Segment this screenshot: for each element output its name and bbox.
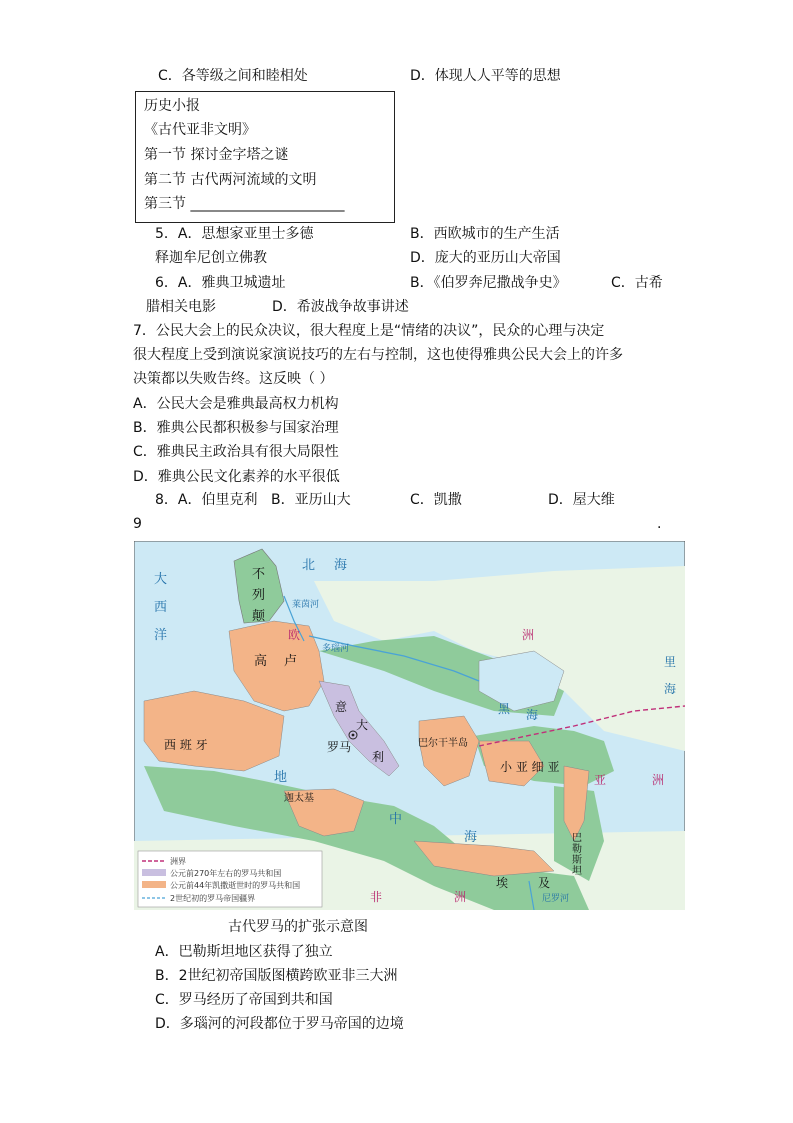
q6-option-c-part1: C．古希 bbox=[611, 275, 663, 291]
map-label-asia-1: 亚 bbox=[594, 773, 607, 787]
q6-option-c-part2: 腊相关电影 bbox=[146, 299, 216, 315]
q7-option-b: B．雅典公民都积极参与国家治理 bbox=[133, 420, 339, 436]
q5-option-a: 5．A．思想家亚里士多德 bbox=[155, 226, 314, 242]
legend-republic-44-swatch bbox=[142, 881, 166, 888]
q7-stem-line-1: 7．公民大会上的民众决议，很大程度上是“情绪的决议”，民众的心理与决定 bbox=[133, 323, 605, 339]
map-label-europe-1: 欧 bbox=[288, 628, 301, 642]
q5-option-d: D．庞大的亚历山大帝国 bbox=[410, 250, 561, 266]
map-rome-marker-dot bbox=[352, 734, 355, 737]
map-label-britain-3: 颠 bbox=[252, 609, 266, 624]
map-label-africa-2: 洲 bbox=[454, 890, 467, 904]
legend-boundary-label: 洲界 bbox=[170, 857, 186, 866]
q7-option-a: A．公民大会是雅典最高权力机构 bbox=[133, 396, 339, 412]
map-svg bbox=[134, 541, 685, 910]
map-label-rome: 罗马 bbox=[327, 740, 352, 754]
map-label-palestine-3: 斯 bbox=[572, 855, 582, 866]
map-label-black-sea-2: 海 bbox=[526, 708, 539, 722]
map-label-palestine-4: 坦 bbox=[572, 866, 582, 877]
map-label-med-1: 地 bbox=[274, 770, 288, 785]
q9-option-d: D．多瑙河的河段都位于罗马帝国的边境 bbox=[155, 1016, 404, 1032]
q7-stem-line-3: 决策都以失败告终。这反映（ ） bbox=[133, 371, 334, 387]
map-label-egypt-1: 埃 bbox=[496, 876, 509, 890]
map-label-italy-2: 大 bbox=[356, 718, 369, 732]
map-label-nile: 尼罗河 bbox=[542, 894, 570, 904]
map-label-africa-1: 非 bbox=[370, 890, 383, 904]
q8-option-b: B．亚历山大 bbox=[271, 492, 351, 508]
map-label-palestine-2: 勒 bbox=[572, 844, 582, 855]
map-label-egypt-2: 及 bbox=[538, 876, 551, 890]
map-label-italy-1: 意 bbox=[335, 700, 348, 714]
q6-option-a: 6．A．雅典卫城遗址 bbox=[155, 275, 286, 291]
map-label-danube: 多瑙河 bbox=[322, 644, 350, 654]
map-label-asia-minor: 小 亚 细 亚 bbox=[500, 760, 560, 774]
map-label-asia-2: 洲 bbox=[652, 773, 665, 787]
q4-option-d: D．体现人人平等的思想 bbox=[410, 68, 561, 84]
map-label-med-3: 海 bbox=[464, 830, 478, 845]
rome-expansion-map bbox=[134, 541, 685, 910]
map-label-gaul-2: 卢 bbox=[284, 654, 298, 669]
map-label-north-sea-1: 北 bbox=[302, 558, 316, 573]
legend-republic-270-label: 公元前270年左右的罗马共和国 bbox=[170, 869, 282, 878]
q5-option-c: 释迦牟尼创立佛教 bbox=[155, 250, 267, 266]
map-label-atlantic-1: 大 bbox=[154, 572, 168, 587]
q9-dot: . bbox=[657, 516, 662, 532]
box-section-1: 第一节 探讨金字塔之谜 bbox=[144, 147, 289, 163]
legend-republic-270-swatch bbox=[142, 869, 166, 876]
map-label-med-2: 中 bbox=[389, 812, 403, 827]
map-label-north-sea-2: 海 bbox=[334, 558, 348, 573]
q7-option-d: D．雅典公民文化素养的水平很低 bbox=[133, 469, 340, 485]
map-label-europe-2: 洲 bbox=[522, 628, 535, 642]
q9-option-c: C．罗马经历了帝国到共和国 bbox=[155, 992, 333, 1008]
legend-empire-label: 2世纪初的罗马帝国疆界 bbox=[170, 894, 256, 903]
map-label-atlantic-2: 西 bbox=[154, 600, 168, 615]
map-label-italy-3: 利 bbox=[372, 750, 385, 764]
q9-option-b: B．2世纪初帝国版图横跨欧亚非三大洲 bbox=[155, 968, 398, 984]
map-label-carthage: 迦太基 bbox=[284, 793, 314, 804]
box-section-2: 第二节 古代两河流域的文明 bbox=[144, 172, 317, 188]
q7-option-c: C．雅典民主政治具有很大局限性 bbox=[133, 444, 339, 460]
q8-option-a: 8．A．伯里克利 bbox=[155, 492, 258, 508]
map-label-atlantic-3: 洋 bbox=[154, 628, 168, 643]
map-label-rhine: 莱茵河 bbox=[292, 600, 320, 610]
map-label-caspian-2: 海 bbox=[664, 682, 677, 696]
map-label-balkan: 巴尔干半岛 bbox=[418, 738, 468, 749]
map-label-caspian-1: 里 bbox=[664, 655, 677, 669]
map-label-palestine-1: 巴 bbox=[572, 833, 582, 844]
map-label-spain: 西 班 牙 bbox=[164, 738, 208, 752]
box-title: 历史小报 bbox=[144, 98, 200, 114]
map-label-black-sea-1: 黑 bbox=[498, 702, 511, 716]
box-section-3: 第三节 ______________________ bbox=[144, 196, 345, 212]
box-subtitle: 《古代亚非文明》 bbox=[144, 122, 256, 138]
q9-number: 9 bbox=[133, 516, 142, 532]
map-legend bbox=[138, 851, 322, 907]
history-newspaper-box bbox=[135, 91, 395, 223]
q4-option-c: C．各等级之间和睦相处 bbox=[158, 68, 308, 84]
map-label-gaul-1: 高 bbox=[254, 654, 268, 669]
map-caption: 古代罗马的扩张示意图 bbox=[228, 919, 368, 935]
map-label-britain-1: 不 bbox=[252, 567, 266, 582]
q8-option-d: D．屋大维 bbox=[548, 492, 615, 508]
q5-option-b: B．西欧城市的生产生活 bbox=[410, 226, 560, 242]
q6-option-b: B．《伯罗奔尼撒战争史》 bbox=[410, 275, 567, 291]
legend-republic-44-label: 公元前44年凯撒逝世时的罗马共和国 bbox=[170, 881, 301, 890]
q9-option-a: A．巴勒斯坦地区获得了独立 bbox=[155, 944, 333, 960]
map-label-britain-2: 列 bbox=[252, 588, 266, 603]
q7-stem-line-2: 很大程度上受到演说家演说技巧的左右与控制，这也使得雅典公民大会上的许多 bbox=[133, 347, 623, 363]
q6-option-d: D．希波战争故事讲述 bbox=[272, 299, 409, 315]
q8-option-c: C．凯撒 bbox=[410, 492, 462, 508]
